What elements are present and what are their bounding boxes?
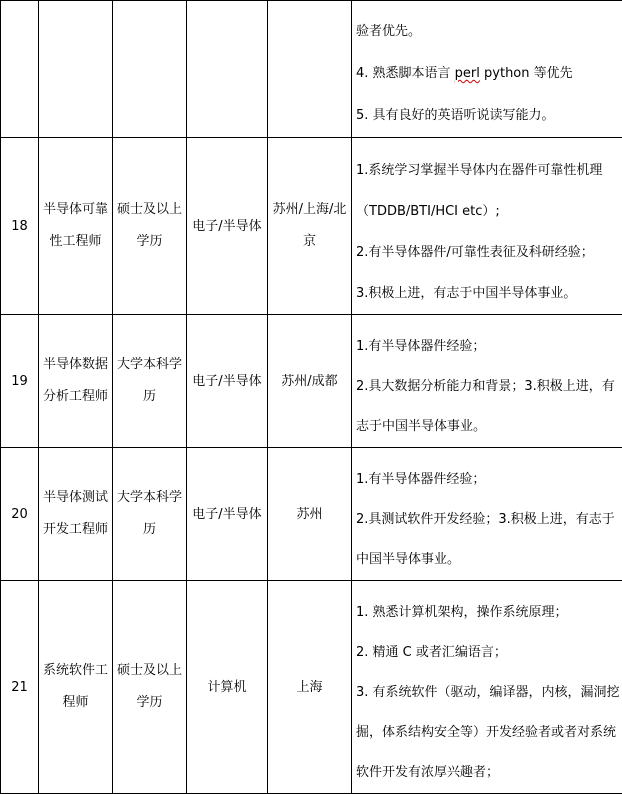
job-title-cell: 半导体可靠性工程师 bbox=[39, 138, 113, 315]
job-title-cell bbox=[39, 1, 113, 138]
requirement-line: 4. 熟悉脚本语言 perl python 等优先 bbox=[356, 53, 620, 95]
degree-cell bbox=[113, 1, 187, 138]
requirement-line: 2.具大数据分析能力和背景；3.积极上进，有 bbox=[356, 367, 620, 407]
table-row bbox=[1, 315, 622, 448]
requirement-line: 1. 熟悉计算机架构，操作系统原理； bbox=[356, 593, 620, 633]
misspelled-word: perl bbox=[455, 66, 480, 81]
requirement-line: 验者优先。 bbox=[356, 11, 620, 53]
requirement-line: 1.有半导体器件经验； bbox=[356, 460, 620, 500]
row-number-cell: 19 bbox=[1, 315, 39, 448]
location-cell: 苏州 bbox=[268, 448, 352, 581]
job-title-cell: 半导体数据分析工程师 bbox=[39, 315, 113, 448]
requirement-line: 1.有半导体器件经验； bbox=[356, 327, 620, 367]
requirement-line: 2.有半导体器件/可靠性表征及科研经验； bbox=[356, 232, 620, 273]
degree-cell: 硕士及以上学历 bbox=[113, 581, 187, 794]
row-number-cell bbox=[1, 1, 39, 138]
degree-cell: 大学本科学历 bbox=[113, 315, 187, 448]
table-row bbox=[1, 1, 622, 138]
requirements-cell bbox=[352, 315, 622, 448]
major-cell: 电子/半导体 bbox=[187, 138, 268, 315]
requirements-cell bbox=[352, 138, 622, 315]
row-number-cell: 18 bbox=[1, 138, 39, 315]
job-title-cell: 系统软件工程师 bbox=[39, 581, 113, 794]
location-cell bbox=[268, 1, 352, 138]
degree-cell: 硕士及以上学历 bbox=[113, 138, 187, 315]
requirement-line: 志于中国半导体事业。 bbox=[356, 407, 620, 447]
requirements-cell bbox=[352, 581, 622, 794]
major-cell: 电子/半导体 bbox=[187, 315, 268, 448]
degree-cell: 大学本科学历 bbox=[113, 448, 187, 581]
requirement-line: 1.系统学习掌握半导体内在器件可靠性机理 bbox=[356, 150, 620, 191]
requirement-line: 掘，体系结构安全等）开发经验者或者对系统 bbox=[356, 713, 620, 753]
requirement-line: 中国半导体事业。 bbox=[356, 540, 620, 580]
requirement-line: 3.积极上进，有志于中国半导体事业。 bbox=[356, 273, 620, 314]
requirement-line: 3. 有系统软件（驱动，编译器，内核，漏洞挖 bbox=[356, 673, 620, 713]
location-cell: 苏州/成都 bbox=[268, 315, 352, 448]
requirement-line: 软件开发有浓厚兴趣者； bbox=[356, 753, 620, 793]
row-number-cell: 20 bbox=[1, 448, 39, 581]
requirement-line: 2. 精通 C 或者汇编语言； bbox=[356, 633, 620, 673]
job-title-cell: 半导体测试开发工程师 bbox=[39, 448, 113, 581]
major-cell bbox=[187, 1, 268, 138]
requirement-line: （TDDB/BTI/HCI etc）; bbox=[356, 191, 620, 232]
requirements-cell bbox=[352, 448, 622, 581]
table-row bbox=[1, 138, 622, 315]
location-cell: 上海 bbox=[268, 581, 352, 794]
major-cell: 计算机 bbox=[187, 581, 268, 794]
location-cell: 苏州/上海/北京 bbox=[268, 138, 352, 315]
major-cell: 电子/半导体 bbox=[187, 448, 268, 581]
requirements-cell bbox=[352, 1, 622, 138]
row-number-cell: 21 bbox=[1, 581, 39, 794]
requirement-line: 5. 具有良好的英语听说读写能力。 bbox=[356, 95, 620, 137]
requirement-line: 2.具测试软件开发经验；3.积极上进，有志于 bbox=[356, 500, 620, 540]
table-row bbox=[1, 581, 622, 794]
table-row bbox=[1, 448, 622, 581]
